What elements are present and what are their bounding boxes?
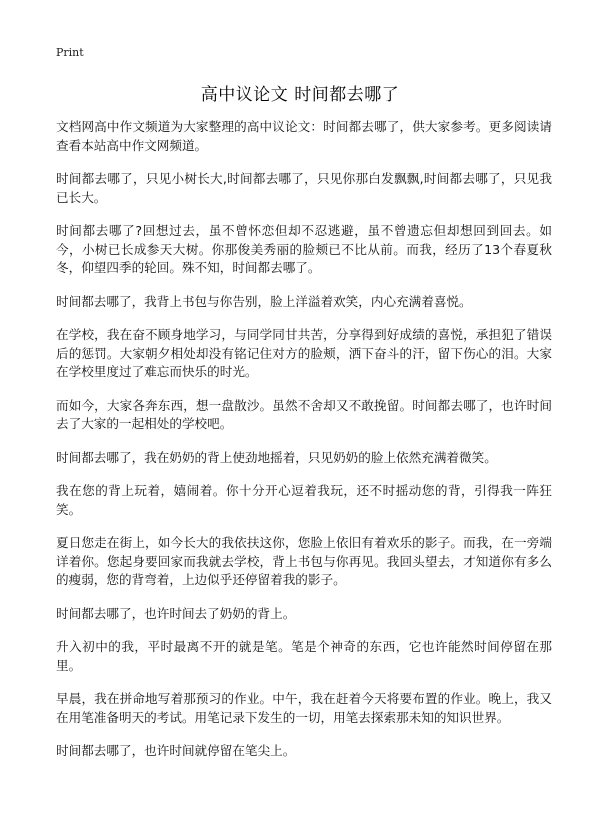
paragraph: 我在您的背上玩着，嬉闹着。你十分开心逗着我玩，还不时摇动您的背，引得我一阵狂笑。 (56, 483, 552, 517)
paragraph: 时间都去哪了，也许时间就停留在笔尖上。 (56, 743, 296, 758)
paragraph: 时间都去哪了，我在奶奶的背上使劲地摇着，只见奶奶的脸上依然充满着微笑。 (56, 449, 497, 465)
paragraph: 时间都去哪了，我背上书包与你告别，脸上洋溢着欢笑，内心充满着喜悦。 (56, 293, 472, 309)
article-body (56, 118, 552, 776)
paragraph: 文档网高中作文频道为大家整理的高中议论文：时间都去哪了，供大家参考。更多阅读请查看本站高中作文网频道。 (56, 119, 552, 153)
paragraph: 早晨，我在拼命地写着那预习的作业。中午，我在赶着今天将要布置的作业。晚上，我又在用笔准备明天的考试。用笔记录下发生的一切，用笔去探索那未知的知识世界。 (56, 691, 552, 725)
paragraph: 时间都去哪了，只见小树长大,时间都去哪了，只见你那白发飘飘,时间都去哪了，只见我已长大。 (56, 171, 552, 205)
paragraph: 而如今，大家各奔东西，想一盘散沙。虽然不舍却又不敢挽留。时间都去哪了，也许时间去了大家的一起相处的学校吧。 (56, 397, 552, 431)
paragraph: 在学校，我在奋不顾身地学习，与同学同甘共苦，分享得到好成绩的喜悦，承担犯了错误后的惩罚。大家朝夕相处却没有铭记住对方的脸颊，洒下奋斗的汗，留下伤心的泪。大家在学校里度过了难忘而快乐的时光。 (56, 327, 552, 379)
print-label: Print (56, 46, 84, 59)
paragraph: 时间都去哪了，也许时间去了奶奶的背上。 (56, 605, 296, 621)
paragraph: 时间都去哪了?回想过去，虽不曾怀恋但却不忍逃避，虽不曾遗忘但却想回到回去。如今，小树已长成参天大树。你那俊美秀丽的脸颊已不比从前。而我，经历了13个春夏秋冬，仰望四季的轮回。殊不知，时间都去哪了。 (56, 223, 552, 275)
page-title: 高中议论文 时间都去哪了 (200, 85, 400, 105)
paragraph: 升入初中的我，平时最离不开的就是笔。笔是个神奇的东西，它也许能然时间停留在那里。 (56, 639, 552, 673)
paragraph: 夏日您走在街上，如今长大的我依扶这你，您脸上依旧有着欢乐的影子。而我，在一旁端详着你。您起身要回家而我就去学校，背上书包与你再见。我回头望去，才知道你有多么的瘦弱，您的背弯着，上边似乎还停留着我的影子。 (56, 535, 552, 587)
